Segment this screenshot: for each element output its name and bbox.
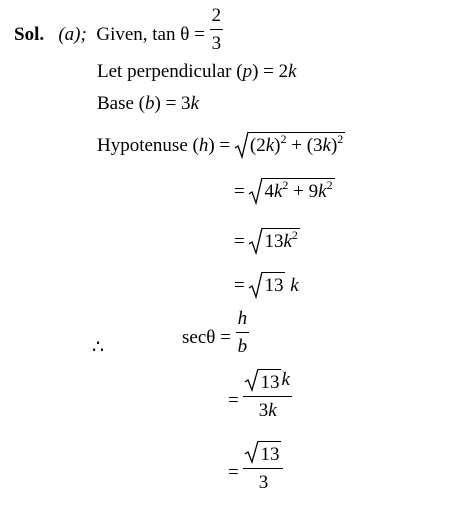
line-sec-step-2: = $\frac{13}{3}$ xyxy=(228,455,283,492)
sqrt13-over-3-fraction: $\frac{13}{3}$ xyxy=(243,441,283,492)
sqrt-sign: $(2k)^2 + (3k)^2$ xyxy=(235,132,345,155)
radical-glyph xyxy=(249,178,263,206)
given-text: Given, tan θ = xyxy=(96,23,205,45)
sqrt-sign: 13 xyxy=(249,272,285,295)
line-sec: secθ = $\frac{h}{b}$ xyxy=(182,308,248,357)
solution-header xyxy=(14,5,223,54)
line-sec-step-1: = $\frac{13 k}{3k}$ xyxy=(228,368,290,421)
line-perpendicular: Let perpendicular (p) = 2k xyxy=(97,61,297,82)
radical-glyph xyxy=(249,272,263,300)
line-step-3: = 13 k xyxy=(234,276,299,295)
line-base: Base (b) = 3k xyxy=(97,93,199,114)
radical-glyph xyxy=(235,132,249,160)
line-step-1: = $4k^2 + 9k^2$ xyxy=(234,182,335,201)
therefore-symbol: ∴ xyxy=(92,337,105,358)
sqrt-sign: 13 xyxy=(245,441,281,464)
sqrt13k-over-3k-fraction: $\frac{13 k}{3k}$ xyxy=(243,369,291,420)
option-label: (a); xyxy=(58,23,87,45)
sqrt-sign: $4k^2 + 9k^2$ xyxy=(249,178,334,201)
sqrt-sign: 13 xyxy=(245,369,281,392)
line-step-2: = $13k^2$ xyxy=(234,232,300,251)
given-fraction: $\frac{2}{3}$ xyxy=(211,5,222,54)
sqrt-sign: $13k^2$ xyxy=(249,228,299,251)
radical-glyph xyxy=(249,228,263,256)
h-over-b-fraction: $\frac{h}{b}$ xyxy=(237,308,248,357)
line-hypotenuse: Hypotenuse (h) = $(2k)^2 + (3k)^2$ xyxy=(97,136,345,155)
sol-label: Sol. xyxy=(14,23,45,45)
radical-glyph xyxy=(245,441,259,465)
radical-glyph xyxy=(245,369,259,393)
